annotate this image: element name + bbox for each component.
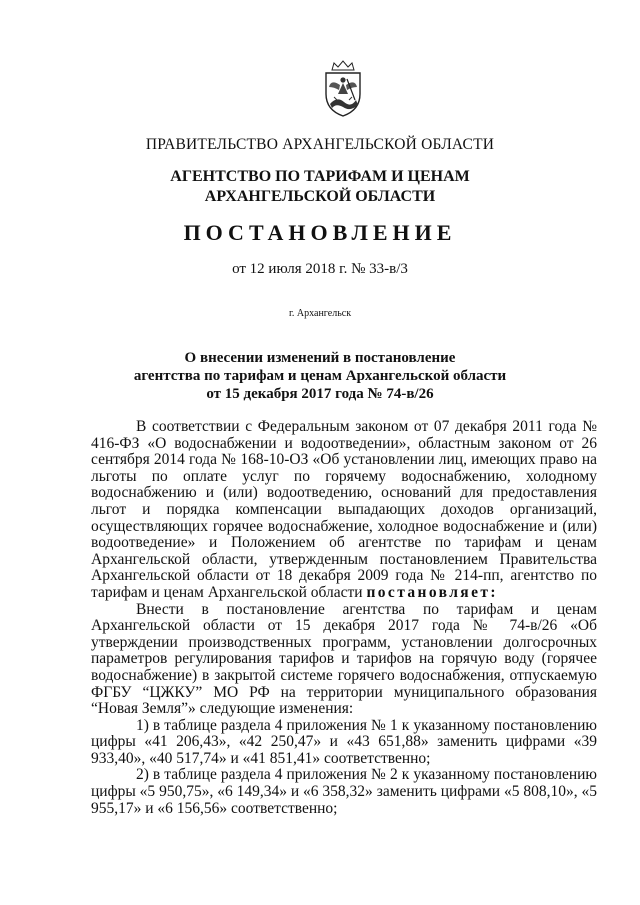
- paragraph-item-2: 2) в таблице раздела 4 приложения № 2 к указанному постановлению цифры «5 950,75», «6 149,34» и «6 358,32» заменить цифрами «5 808,10», «5 955,17» и «6 156,56» соответственно;: [91, 766, 597, 817]
- city-name: г. Архангельск: [288, 308, 352, 319]
- government-name: ПРАВИТЕЛЬСТВО АРХАНГЕЛЬСКОЙ ОБЛАСТИ: [145, 136, 495, 153]
- decree-body: [91, 419, 597, 817]
- decree-date-number: от 12 июля 2018 г. № 33-в/3: [232, 261, 408, 277]
- subject-line-1: О внесении изменений в постановление: [184, 350, 456, 366]
- resolves-emphasis: постановляет:: [366, 583, 498, 601]
- decree-subject: [0, 349, 640, 403]
- agency-name-line-2: АРХАНГЕЛЬСКОЙ ОБЛАСТИ: [204, 188, 436, 205]
- document-type-title: ПОСТАНОВЛЕНИЕ: [183, 220, 457, 245]
- subject-line-2: агентства по тарифам и ценам Архангельской области: [133, 368, 507, 384]
- agency-name-line-1: АГЕНТСТВО ПО ТАРИФАМ И ЦЕНАМ: [170, 168, 470, 185]
- subject-line-3: от 15 декабря 2017 года № 74-в/26: [206, 386, 434, 402]
- paragraph-item-1: 1) в таблице раздела 4 приложения № 1 к указанному постановлению цифры «41 206,43», «42 250,47» и «43 651,88» заменить цифрами «39 933,40», «40 517,74» и «41 851,41» соответственно;: [91, 716, 597, 767]
- paragraph-preamble: [91, 419, 597, 602]
- agency-name: [0, 167, 640, 207]
- arkhangelsk-coat-of-arms-icon: [318, 60, 368, 118]
- paragraph-amendment-intro: Внести в постановление агентства по тарифам и ценам Архангельской области от 15 декабря 2017 года № 74-в/26 «Об утверждении производственных программ, установлении долгосрочных параметров регулирования тарифов и тарифов на горячую воду (горячее водоснабжение) в закрытой системе горячего водоснабжения, отпускаемую ФГБУ “ЦЖКУ” МО РФ на территории муниципального образования “Новая Земля”» следующие изменения:: [91, 600, 597, 718]
- preamble-text: В соответствии с Федеральным законом от 07 декабря 2011 года № 416-ФЗ «О водоснабжении и водоотведении», областным законом от 26 сентября 2014 года № 168-10-ОЗ «Об установлении лиц, имеющих право на льготы по оплате услуг по горячему водоснабжению, холодному водоснабжению и (или) водоотведению, оснований для предоставления льгот и порядка компенсации выпадающих доходов организаций, осуществляющих горячее водоснабжение, холодное водоснабжение и (или) водоотведение» и Положением об агентстве по тарифам и ценам Архангельской области, утвержденным постановлением Правительства Архангельской области от 18 декабря 2009 года № 214-пп, агентство по тарифам и ценам Архангельской области: [91, 418, 597, 601]
